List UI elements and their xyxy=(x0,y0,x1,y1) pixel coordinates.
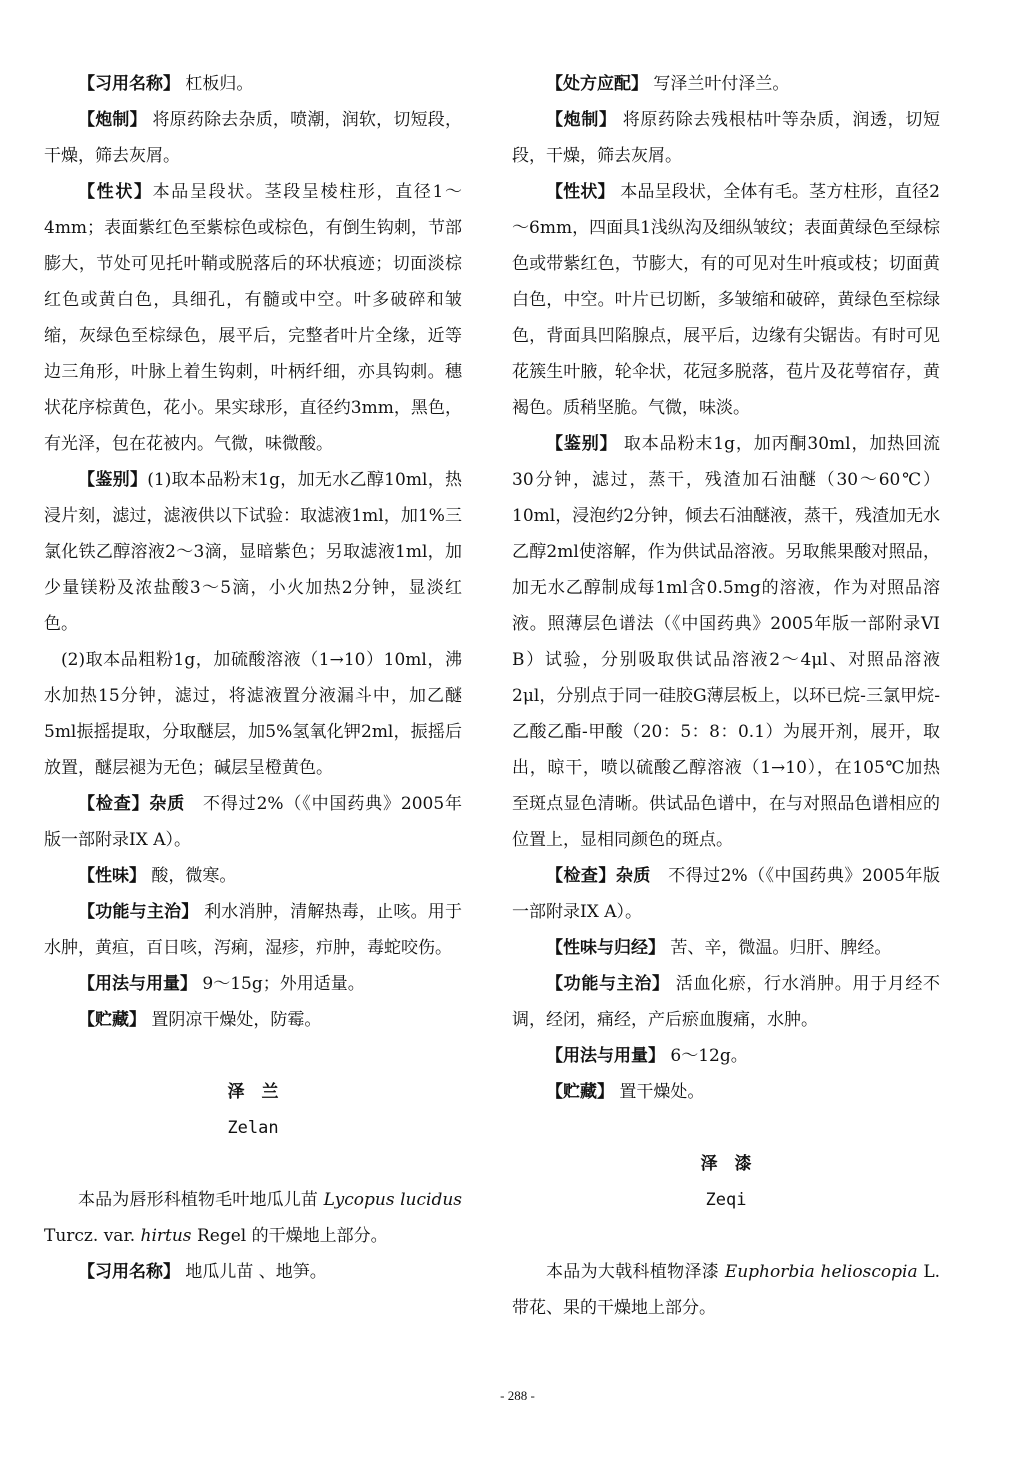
left-xiyong2-paragraph xyxy=(44,1254,462,1290)
latin-variety: hirtus xyxy=(140,1226,192,1246)
right-chufang-paragraph xyxy=(512,66,940,102)
section-label: 【贮藏】 xyxy=(546,1082,614,1102)
spacer xyxy=(512,1218,940,1254)
section-text: 置干燥处。 xyxy=(619,1082,705,1102)
left-column xyxy=(44,66,462,1290)
section-label: 【性味与归经】 xyxy=(546,938,665,958)
section-label: 【功能与主治】 xyxy=(546,974,670,994)
section-text: 取本品粉末1g，加丙酮30ml，加热回流30分钟，滤过，蒸干，残渣加石油醚（30～60℃）10ml，浸泡约2分钟，倾去石油醚液，蒸干，残渣加无水乙醇2ml使溶解，作为供试品溶液。另取熊果酸对照品，加无水乙醇制成每1ml含0.5mg的溶液，作为对照品溶液。照薄层色谱法（《中国药典》2005年版一部附录VI B）试验，分别吸取供试品溶液2～4μl、对照品溶液2μl，分别点于同一硅胶G薄层板上，以环已烷-三氯甲烷-乙酸乙酯-甲酸（20：5：8：0.1）为展开剂，展开，取出，晾干，喷以硫酸乙醇溶液（1→10），在105℃加热至斑点显色清晰。供试品色谱中，在与对照品色谱相应的位置上，显相同颜色的斑点。 xyxy=(512,434,941,850)
section-label: 【检查】杂质 xyxy=(546,866,651,886)
section-text: 本品呈段状。茎段呈棱柱形，直径1～4mm；表面紫红色至紫棕色或棕色，有倒生钩刺，节部膨大，节处可见托叶鞘或脱落后的环状痕迹；切面淡棕红色或黄白色，具细孔，有髓或中空。叶多破碎和皱缩，灰绿色至棕绿色，展平后，完整者叶片全缘，近等边三角形，叶脉上着生钩刺，叶柄纤细，亦具钩刺。穗状花序棕黄色，花小。果实球形，直径约3mm，黑色，有光泽，包在花被内。气微，味微酸。 xyxy=(44,182,462,454)
section-label: 【习用名称】 xyxy=(78,74,180,94)
left-xiyong-paragraph xyxy=(44,66,462,102)
section-text: (2)取本品粗粉1g，加硫酸溶液（1→10）10ml，沸水加热15分钟，滤过，将滤液置分液漏斗中，加乙醚5ml振摇提取，分取醚层，加5%氢氧化钾2ml，振摇后放置，醚层褪为无色；碱层呈橙黄色。 xyxy=(44,650,462,778)
left-xingzhuang-paragraph xyxy=(44,174,462,462)
right-jianbie-paragraph xyxy=(512,426,940,858)
left-yongfa-paragraph xyxy=(44,966,462,1002)
right-xingzhuang-paragraph xyxy=(512,174,940,426)
entry-title-en: Zeqi xyxy=(705,1190,747,1210)
right-intro-paragraph xyxy=(512,1254,940,1326)
section-text: 苦、辛，微温。归肝、脾经。 xyxy=(670,938,892,958)
section-text: 6～12g。 xyxy=(670,1046,748,1066)
spacer xyxy=(44,1038,462,1074)
section-label: 【性状】 xyxy=(78,182,153,202)
section-label: 【用法与用量】 xyxy=(546,1046,665,1066)
section-label: 【处方应配】 xyxy=(546,74,648,94)
left-xingwei-paragraph xyxy=(44,858,462,894)
spacer xyxy=(512,1110,940,1146)
section-label: 【性味】 xyxy=(78,866,146,886)
section-label: 【性状】 xyxy=(546,182,615,202)
section-label: 【炮制】 xyxy=(546,110,617,130)
right-xingwei-paragraph xyxy=(512,930,940,966)
section-label: 【鉴别】 xyxy=(546,434,618,454)
section-text: 利水消肿，清解热毒，止咳。用于水肿，黄疸，百日咳，泻痢，湿疹，疖肿，毒蛇咬伤。 xyxy=(44,902,463,958)
section-label: 【检查】杂质 xyxy=(78,794,186,814)
intro-text: Turcz. var. xyxy=(44,1226,136,1246)
section-text: 写泽兰叶付泽兰。 xyxy=(653,74,790,94)
left-paozhi-paragraph xyxy=(44,102,462,174)
intro-text: 本品为唇形科植物毛叶地瓜儿苗 xyxy=(78,1190,319,1210)
entry-title-cn: 泽 兰 xyxy=(227,1082,279,1102)
right-zhucang-paragraph xyxy=(512,1074,940,1110)
section-text: 9～15g；外用适量。 xyxy=(202,974,365,994)
right-column xyxy=(512,66,940,1326)
section-label: 【习用名称】 xyxy=(78,1262,180,1282)
intro-text: L.带花、果的干燥地上部分。 xyxy=(512,1262,941,1318)
section-label: 【功能与主治】 xyxy=(78,902,199,922)
section-label: 【贮藏】 xyxy=(78,1010,146,1030)
section-text: 将原药除去杂质，喷潮，润软，切短段，干燥，筛去灰屑。 xyxy=(44,110,463,166)
left-jianbie-paragraph-1 xyxy=(44,462,462,642)
intro-text: 本品为大戟科植物泽漆 xyxy=(546,1262,720,1282)
latin-genus-species: Euphorbia helioscopia xyxy=(724,1262,918,1282)
left-jianbie-paragraph-2 xyxy=(44,642,462,786)
section-text: 将原药除去残根枯叶等杂质，润透，切短段，干燥，筛去灰屑。 xyxy=(512,110,941,166)
section-text: 置阴凉干燥处，防霉。 xyxy=(151,1010,322,1030)
right-gongneng-paragraph xyxy=(512,966,940,1038)
right-jiancha-paragraph xyxy=(512,858,940,930)
section-text: 酸，微寒。 xyxy=(151,866,237,886)
left-jiancha-paragraph xyxy=(44,786,462,858)
right-yongfa-paragraph xyxy=(512,1038,940,1074)
section-text: 杠板归。 xyxy=(185,74,254,94)
spacer xyxy=(44,1146,462,1182)
left-gongneng-paragraph xyxy=(44,894,462,966)
section-text: 地瓜儿苗 、地笋。 xyxy=(185,1262,327,1282)
section-text: 不得过2%（《中国药典》2005年版一部附录IX A）。 xyxy=(512,866,941,922)
section-text: (1)取本品粉末1g，加无水乙醇10ml，热浸片刻，滤过，滤液供以下试验：取滤液1ml，加1%三氯化铁乙醇溶液2～3滴，显暗紫色；另取滤液1ml，加少量镁粉及浓盐酸3～5滴，小火加热2分钟，显淡红色。 xyxy=(44,470,463,634)
entry-title-cn: 泽 漆 xyxy=(700,1154,752,1174)
section-text: 活血化瘀，行水消肿。用于月经不调，经闭，痛经，产后瘀血腹痛，水肿。 xyxy=(512,974,941,1030)
section-label: 【炮制】 xyxy=(78,110,147,130)
intro-text: Regel 的干燥地上部分。 xyxy=(196,1226,388,1246)
section-label: 【用法与用量】 xyxy=(78,974,197,994)
section-text: 不得过2%（《中国药典》2005年版一部附录IX A）。 xyxy=(44,794,463,850)
left-zhucang-paragraph xyxy=(44,1002,462,1038)
latin-genus-species: Lycopus lucidus xyxy=(323,1190,462,1210)
page-number: - 288 - xyxy=(500,1388,535,1403)
section-text: 本品呈段状，全体有毛。茎方柱形，直径2～6mm，四面具1浅纵沟及细纵皱纹；表面黄绿色至绿棕色或带紫红色，节膨大，有的可见对生叶痕或枝；切面黄白色，中空。叶片已切断，多皱缩和破碎，黄绿色至棕绿色，背面具凹陷腺点，展平后，边缘有尖锯齿。有时可见花簇生叶腋，轮伞状，花冠多脱落，苞片及花萼宿存，黄褐色。质稍坚脆。气微，味淡。 xyxy=(512,182,940,418)
right-paozhi-paragraph xyxy=(512,102,940,174)
left-intro-paragraph xyxy=(44,1182,462,1254)
section-label: 【鉴别】 xyxy=(78,470,148,490)
entry-title-en: Zelan xyxy=(227,1118,279,1138)
